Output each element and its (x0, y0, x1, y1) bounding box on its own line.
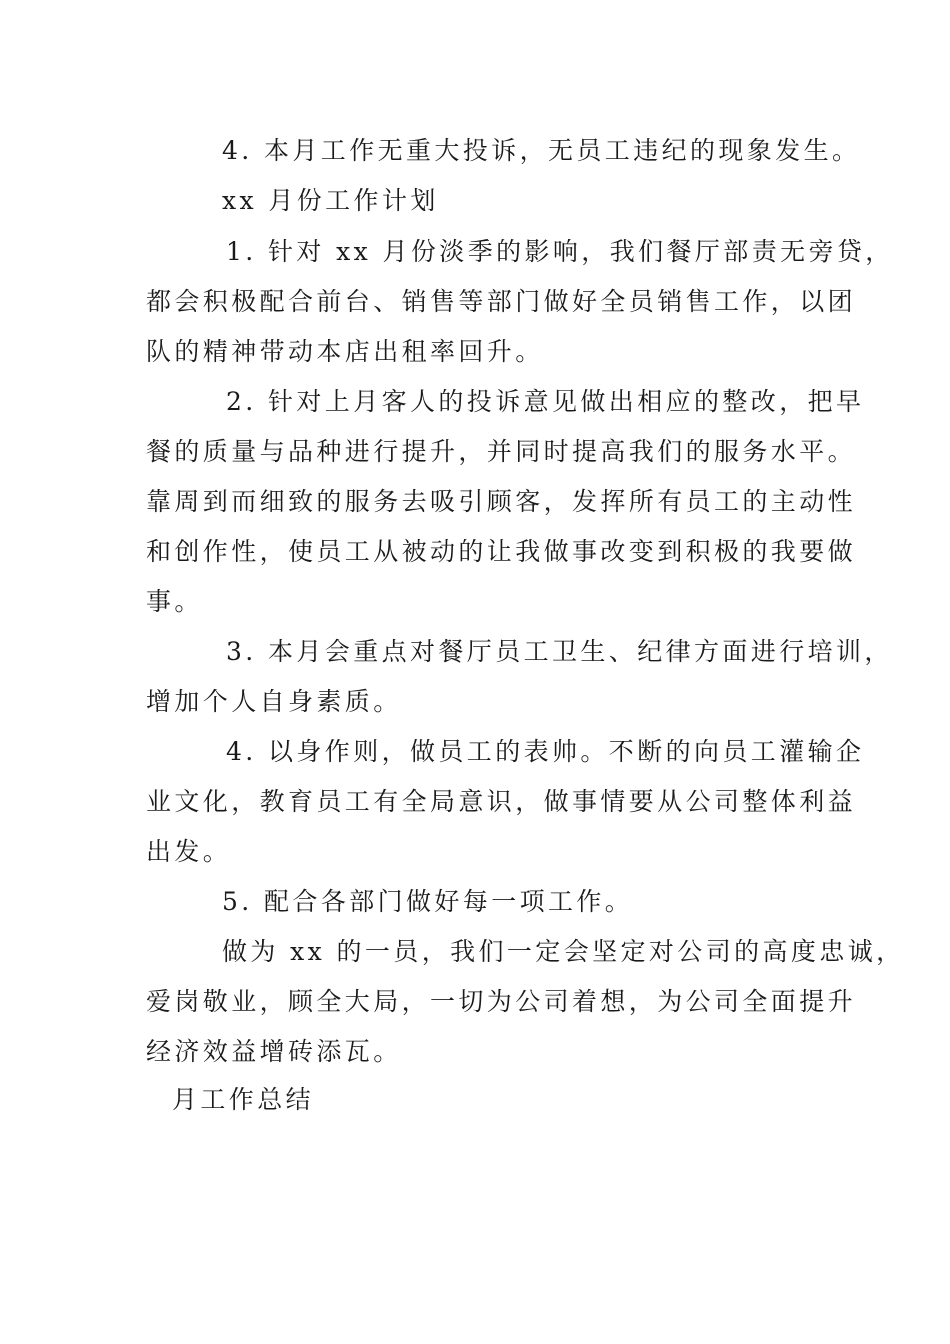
text-line: 经济效益增砖添瓦。 (146, 1037, 402, 1066)
section-heading: 月工作总结 (172, 1085, 315, 1114)
text-line: 4. 本月工作无重大投诉，无员工违纪的现象发生。 (222, 136, 861, 165)
text-line: 1. 针对 xx 月份淡季的影响，我们餐厅部责无旁贷， (226, 237, 894, 266)
text-line: 出发。 (146, 837, 232, 866)
text-line: 都会积极配合前台、销售等部门做好全员销售工作，以团 (146, 287, 857, 316)
text-line: 4. 以身作则，做员工的表帅。不断的向员工灌输企 (226, 737, 865, 766)
text-line: 和创作性，使员工从被动的让我做事改变到积极的我要做 (146, 537, 857, 566)
text-line: 增加个人自身素质。 (146, 687, 402, 716)
text-line: 2. 针对上月客人的投诉意见做出相应的整改，把早 (226, 387, 865, 416)
text-line: 3. 本月会重点对餐厅员工卫生、纪律方面进行培训， (226, 637, 893, 666)
text-line: 餐的质量与品种进行提升，并同时提高我们的服务水平。 (146, 437, 857, 466)
text-line: 爱岗敬业，顾全大局，一切为公司着想，为公司全面提升 (146, 987, 857, 1016)
text-line: 靠周到而细致的服务去吸引顾客，发挥所有员工的主动性 (146, 487, 857, 516)
text-line: 做为 xx 的一员，我们一定会坚定对公司的高度忠诚， (222, 937, 905, 966)
text-line: 5. 配合各部门做好每一项工作。 (222, 887, 634, 916)
text-line: 队的精神带动本店出租率回升。 (146, 337, 544, 366)
text-line: 业文化，教育员工有全局意识，做事情要从公司整体利益 (146, 787, 857, 816)
text-line: 事。 (146, 587, 203, 616)
section-heading: xx 月份工作计划 (222, 186, 439, 215)
